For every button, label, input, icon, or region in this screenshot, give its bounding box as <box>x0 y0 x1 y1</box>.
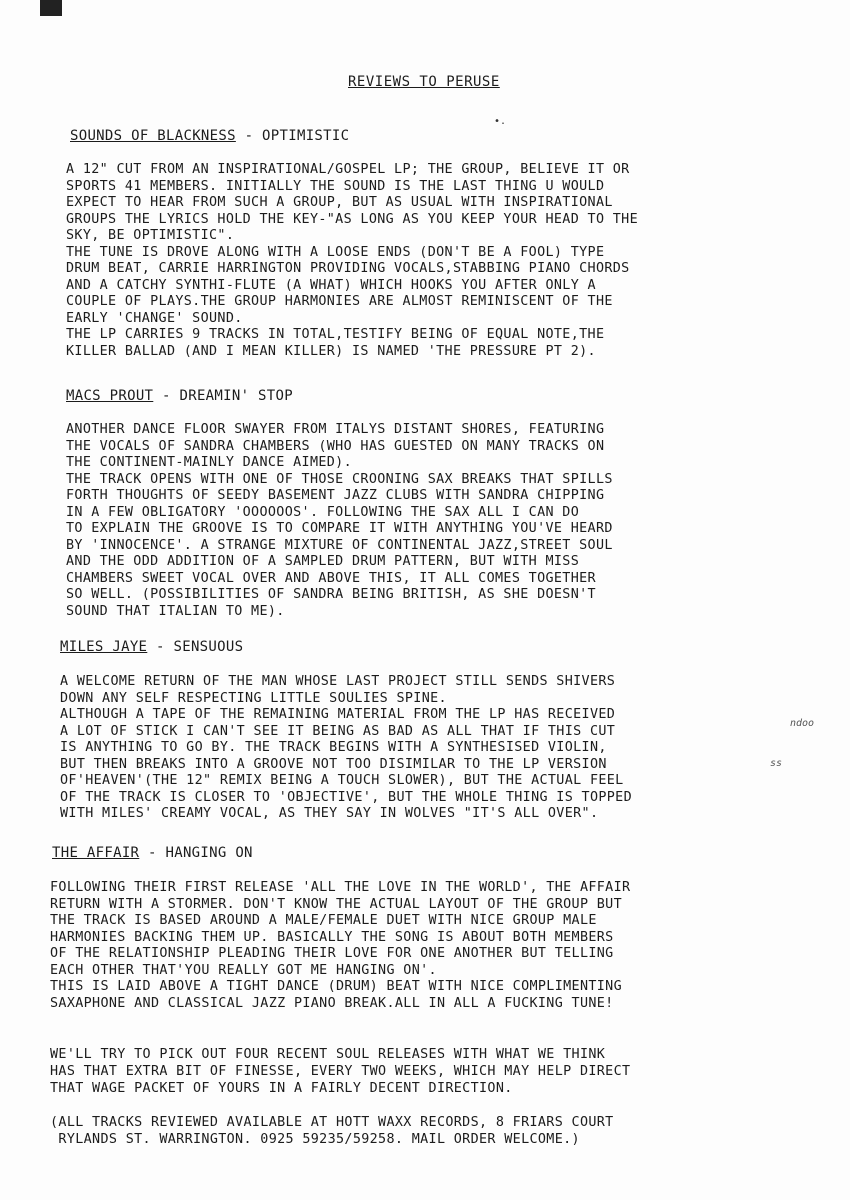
ink-speck: •. <box>494 116 507 127</box>
review-track: - SENSUOUS <box>147 639 244 655</box>
review-artist: MACS PROUT <box>66 388 154 404</box>
review-line: EXPECT TO HEAR FROM SUCH A GROUP, BUT AS USUAL WITH INSPIRATIONAL <box>66 195 613 210</box>
closing-line: WE'LL TRY TO PICK OUT FOUR RECENT SOUL RELEASES WITH WHAT WE THINK <box>50 1047 606 1062</box>
review-line: EACH OTHER THAT'YOU REALLY GOT ME HANGING ON'. <box>50 962 437 978</box>
review-line: THE CONTINENT-MAINLY DANCE AIMED). <box>66 455 353 470</box>
review-line: AND THE ODD ADDITION OF A SAMPLED DRUM PATTERN, BUT WITH MISS <box>66 554 580 569</box>
review-heading-the-affair <box>52 845 253 861</box>
review-line: OF THE TRACK IS CLOSER TO 'OBJECTIVE', BUT THE WHOLE THING IS TOPPED <box>60 789 633 805</box>
review-line: SKY, BE OPTIMISTIC". <box>66 228 235 243</box>
review-line: WITH MILES' CREAMY VOCAL, AS THEY SAY IN WOLVES "IT'S ALL OVER". <box>60 806 599 821</box>
review-heading-sounds-of-blackness <box>70 128 349 144</box>
review-line: THE TRACK IS BASED AROUND A MALE/FEMALE DUET WITH NICE GROUP MALE <box>50 913 597 928</box>
scan-mark <box>40 0 62 16</box>
review-line: FORTH THOUGHTS OF SEEDY BASEMENT JAZZ CLUBS WITH SANDRA CHIPPING <box>66 488 605 503</box>
review-line: RETURN WITH A STORMER. DON'T KNOW THE ACTUAL LAYOUT OF THE GROUP BUT <box>50 896 623 912</box>
review-line: THE TUNE IS DROVE ALONG WITH A LOOSE ENDS (DON'T BE A FOOL) TYPE <box>66 244 605 260</box>
review-line: THE LP CARRIES 9 TRACKS IN TOTAL,TESTIFY BEING OF EQUAL NOTE,THE <box>66 327 605 342</box>
review-heading-macs-prout <box>66 388 293 404</box>
review-artist: SOUNDS OF BLACKNESS <box>70 128 236 144</box>
review-line: DOWN ANY SELF RESPECTING LITTLE SOULIES SPINE. <box>60 690 447 706</box>
review-line: THE VOCALS OF SANDRA CHAMBERS (WHO HAS GUESTED ON MANY TRACKS ON <box>66 438 605 454</box>
review-line: THIS IS LAID ABOVE A TIGHT DANCE (DRUM) BEAT WITH NICE COMPLIMENTING <box>50 979 623 994</box>
review-line: A WELCOME RETURN OF THE MAN WHOSE LAST PROJECT STILL SENDS SHIVERS <box>60 674 616 689</box>
review-line: SOUND THAT ITALIAN TO ME). <box>66 603 285 619</box>
availability-line: RYLANDS ST. WARRINGTON. 0925 59235/59258. MAIL ORDER WELCOME.) <box>50 1132 580 1147</box>
review-body-macs-prout <box>66 422 786 620</box>
review-body-sounds-of-blackness <box>66 162 786 360</box>
availability-line: (ALL TRACKS REVIEWED AVAILABLE AT HOTT WAXX RECORDS, 8 FRIARS COURT <box>50 1115 614 1130</box>
review-artist: MILES JAYE <box>60 639 148 655</box>
review-heading-miles-jaye <box>60 639 243 655</box>
review-artist: THE AFFAIR <box>52 845 140 861</box>
review-track: - HANGING ON <box>139 845 253 861</box>
review-line: THE TRACK OPENS WITH ONE OF THOSE CROONING SAX BREAKS THAT SPILLS <box>66 471 613 487</box>
review-line: FOLLOWING THEIR FIRST RELEASE 'ALL THE LOVE IN THE WORLD', THE AFFAIR <box>50 880 631 895</box>
review-line: OF THE RELATIONSHIP PLEADING THEIR LOVE FOR ONE ANOTHER BUT TELLING <box>50 946 614 961</box>
review-line: GROUPS THE LYRICS HOLD THE KEY-"AS LONG AS YOU KEEP YOUR HEAD TO THE <box>66 211 639 227</box>
review-body-miles-jaye <box>60 674 783 823</box>
review-line: BUT THEN BREAKS INTO A GROOVE NOT TOO DISIMILAR TO THE LP VERSION <box>60 756 607 772</box>
review-line: BY 'INNOCENCE'. A STRANGE MIXTURE OF CONTINENTAL JAZZ,STREET SOUL <box>66 537 613 553</box>
review-line: IS ANYTHING TO GO BY. THE TRACK BEGINS WITH A SYNTHESISED VIOLIN, <box>60 740 607 755</box>
review-line: SPORTS 41 MEMBERS. INITIALLY THE SOUND IS THE LAST THING U WOULD <box>66 178 605 194</box>
margin-note: ndoo <box>790 718 815 729</box>
review-line: SAXAPHONE AND CLASSICAL JAZZ PIANO BREAK.ALL IN ALL A FUCKING TUNE! <box>50 995 614 1011</box>
review-line: ALTHOUGH A TAPE OF THE REMAINING MATERIAL FROM THE LP HAS RECEIVED <box>60 707 616 722</box>
review-line: DRUM BEAT, CARRIE HARRINGTON PROVIDING VOCALS,STABBING PIANO CHORDS <box>66 261 630 276</box>
review-line: OF'HEAVEN'(THE 12" REMIX BEING A TOUCH SLOWER), BUT THE ACTUAL FEEL <box>60 773 624 788</box>
availability-note <box>50 1114 800 1148</box>
review-line: A 12" CUT FROM AN INSPIRATIONAL/GOSPEL LP; THE GROUP, BELIEVE IT OR <box>66 162 630 177</box>
closing-line: HAS THAT EXTRA BIT OF FINESSE, EVERY TWO WEEKS, WHICH MAY HELP DIRECT <box>50 1064 631 1079</box>
page-title: REVIEWS TO PERUSE <box>348 74 500 90</box>
review-line: A LOT OF STICK I CAN'T SEE IT BEING AS BAD AS ALL THAT IF THIS CUT <box>60 723 616 739</box>
review-line: CHAMBERS SWEET VOCAL OVER AND ABOVE THIS, IT ALL COMES TOGETHER <box>66 570 596 586</box>
review-line: AND A CATCHY SYNTHI-FLUTE (A WHAT) WHICH HOOKS YOU AFTER ONLY A <box>66 277 596 293</box>
review-line: EARLY 'CHANGE' SOUND. <box>66 310 243 326</box>
closing-paragraph <box>50 1046 800 1097</box>
review-line: HARMONIES BACKING THEM UP. BASICALLY THE SONG IS ABOUT BOTH MEMBERS <box>50 929 614 945</box>
review-line: COUPLE OF PLAYS.THE GROUP HARMONIES ARE ALMOST REMINISCENT OF THE <box>66 294 613 309</box>
review-track: - DREAMIN' STOP <box>153 388 293 404</box>
review-body-the-affair <box>50 880 810 1012</box>
review-line: ANOTHER DANCE FLOOR SWAYER FROM ITALYS DISTANT SHORES, FEATURING <box>66 422 605 437</box>
margin-note: ss <box>770 758 783 769</box>
closing-line: THAT WAGE PACKET OF YOURS IN A FAIRLY DECENT DIRECTION. <box>50 1081 513 1096</box>
review-line: TO EXPLAIN THE GROOVE IS TO COMPARE IT WITH ANYTHING YOU'VE HEARD <box>66 521 613 536</box>
review-line: IN A FEW OBLIGATORY 'OOOOOOS'. FOLLOWING THE SAX ALL I CAN DO <box>66 504 580 520</box>
review-line: KILLER BALLAD (AND I MEAN KILLER) IS NAMED 'THE PRESSURE PT 2). <box>66 343 596 359</box>
review-line: SO WELL. (POSSIBILITIES OF SANDRA BEING BRITISH, AS SHE DOESN'T <box>66 587 596 602</box>
review-track: - OPTIMISTIC <box>235 128 350 144</box>
